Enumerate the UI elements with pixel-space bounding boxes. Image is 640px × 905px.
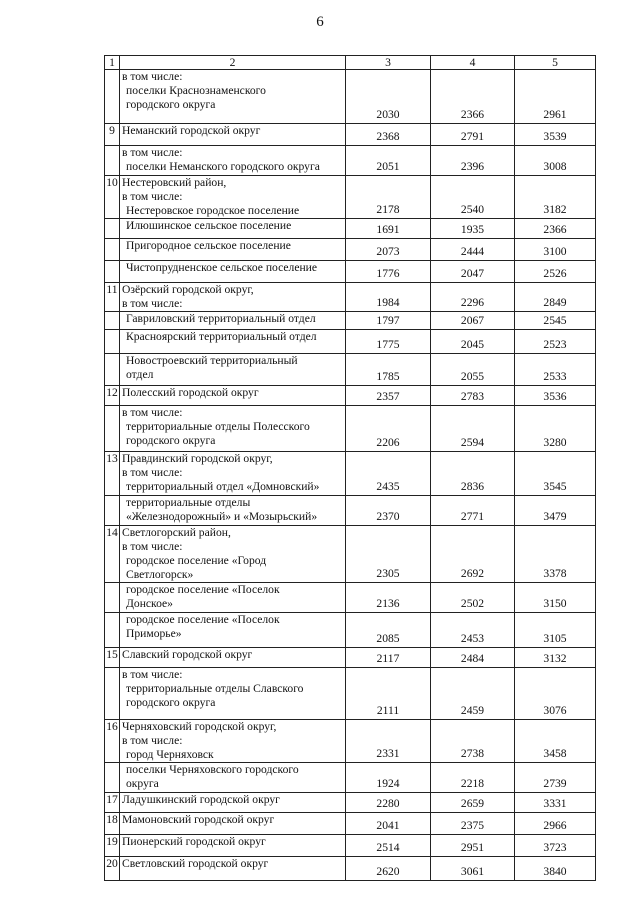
value-col-3: 2136 <box>346 583 431 613</box>
territory-name <box>120 70 346 124</box>
value-col-4: 2296 <box>431 283 515 312</box>
name-line: Илюшинское сельское поселение <box>126 219 292 232</box>
row-index <box>105 219 120 239</box>
value-col-4: 2047 <box>431 261 515 283</box>
row-index <box>105 354 120 386</box>
value-col-5: 2966 <box>515 813 596 835</box>
value-col-3: 1984 <box>346 283 431 312</box>
territory-name <box>120 720 346 763</box>
value-col-3: 2620 <box>346 857 431 881</box>
name-line: Пионерский городской округ <box>122 835 266 848</box>
table-row <box>105 857 596 881</box>
row-index: 12 <box>105 386 120 406</box>
territory-name <box>120 668 346 720</box>
name-line: в том числе: <box>122 734 183 747</box>
table-row <box>105 668 596 720</box>
row-index: 10 <box>105 176 120 219</box>
name-line: Приморье» <box>126 627 182 640</box>
territory-name <box>120 793 346 813</box>
value-col-4: 2045 <box>431 330 515 354</box>
value-col-4: 2453 <box>431 613 515 648</box>
value-col-3: 2206 <box>346 406 431 452</box>
territory-name <box>120 124 346 146</box>
row-index: 15 <box>105 648 120 668</box>
value-col-4: 2836 <box>431 452 515 496</box>
name-line: в том числе: <box>122 190 183 203</box>
name-line: Неманский городской округ <box>122 124 261 137</box>
page-number: 6 <box>316 14 324 30</box>
value-col-3: 2280 <box>346 793 431 813</box>
value-col-5: 3280 <box>515 406 596 452</box>
value-col-4: 2366 <box>431 70 515 124</box>
territory-name <box>120 583 346 613</box>
value-col-3: 2178 <box>346 176 431 219</box>
row-index: 13 <box>105 452 120 496</box>
value-col-3: 2085 <box>346 613 431 648</box>
value-col-3: 2514 <box>346 835 431 857</box>
value-col-5: 3458 <box>515 720 596 763</box>
name-line: Нестеровское городское поселение <box>126 204 300 217</box>
value-col-4: 2218 <box>431 763 515 793</box>
name-line: городское поселение «Поселок <box>126 613 280 626</box>
name-line: в том числе: <box>122 146 183 159</box>
name-line: Полесский городской округ <box>122 386 259 399</box>
value-col-3: 2331 <box>346 720 431 763</box>
row-index: 17 <box>105 793 120 813</box>
territory-name <box>120 835 346 857</box>
territory-name <box>120 496 346 526</box>
value-col-5: 3723 <box>515 835 596 857</box>
name-line: Светловский городской округ <box>122 857 269 870</box>
table-row <box>105 283 596 312</box>
territory-name <box>120 354 346 386</box>
value-col-5: 3479 <box>515 496 596 526</box>
value-col-3: 2357 <box>346 386 431 406</box>
value-col-5: 3182 <box>515 176 596 219</box>
value-col-5: 2961 <box>515 70 596 124</box>
name-line: поселки Неманского городского округа <box>126 160 320 173</box>
value-col-4: 2738 <box>431 720 515 763</box>
value-col-5: 3076 <box>515 668 596 720</box>
table-row <box>105 793 596 813</box>
territory-name <box>120 239 346 261</box>
value-col-3: 2435 <box>346 452 431 496</box>
value-col-5: 3150 <box>515 583 596 613</box>
header-cell: 4 <box>431 56 515 70</box>
name-line: территориальные отделы Полесского <box>126 420 310 433</box>
territory-name <box>120 146 346 176</box>
value-col-3: 2030 <box>346 70 431 124</box>
value-col-4: 2951 <box>431 835 515 857</box>
row-index <box>105 330 120 354</box>
territory-name <box>120 261 346 283</box>
value-col-4: 2692 <box>431 526 515 583</box>
value-col-5: 2523 <box>515 330 596 354</box>
value-col-4: 3061 <box>431 857 515 881</box>
territory-name <box>120 406 346 452</box>
row-index: 19 <box>105 835 120 857</box>
territory-name <box>120 763 346 793</box>
row-index <box>105 312 120 330</box>
table-row <box>105 386 596 406</box>
value-col-3: 2368 <box>346 124 431 146</box>
value-col-4: 2067 <box>431 312 515 330</box>
name-line: территориальные отделы Славского <box>126 682 304 695</box>
territory-name <box>120 176 346 219</box>
value-col-3: 2073 <box>346 239 431 261</box>
row-index <box>105 239 120 261</box>
value-col-5: 2545 <box>515 312 596 330</box>
value-col-5: 2533 <box>515 354 596 386</box>
name-line: Черняховский городской округ, <box>122 720 277 733</box>
name-line: город Черняховск <box>126 748 214 761</box>
value-col-4: 2375 <box>431 813 515 835</box>
value-col-4: 2540 <box>431 176 515 219</box>
table-row <box>105 526 596 583</box>
territory-name <box>120 526 346 583</box>
name-line: Ладушкинский городской округ <box>122 793 280 806</box>
value-col-5: 2849 <box>515 283 596 312</box>
table-row <box>105 330 596 354</box>
value-col-5: 3105 <box>515 613 596 648</box>
population-table <box>104 55 596 881</box>
value-col-4: 2659 <box>431 793 515 813</box>
value-col-3: 1691 <box>346 219 431 239</box>
row-index <box>105 668 120 720</box>
value-col-3: 2305 <box>346 526 431 583</box>
name-line: Светлогорск» <box>126 568 194 581</box>
name-line: поселки Черняховского городского <box>126 763 299 776</box>
value-col-4: 2055 <box>431 354 515 386</box>
header-cell: 1 <box>105 56 120 70</box>
value-col-4: 1935 <box>431 219 515 239</box>
name-line: Озёрский городской округ, <box>122 283 254 296</box>
territory-name <box>120 386 346 406</box>
value-col-5: 3100 <box>515 239 596 261</box>
name-line: в том числе: <box>122 668 183 681</box>
table-row <box>105 835 596 857</box>
row-index <box>105 406 120 452</box>
row-index <box>105 763 120 793</box>
name-line: Мамоновский городской округ <box>122 813 275 826</box>
value-col-4: 2484 <box>431 648 515 668</box>
territory-name <box>120 283 346 312</box>
value-col-4: 2783 <box>431 386 515 406</box>
territory-name <box>120 813 346 835</box>
name-line: Донское» <box>126 597 173 610</box>
row-index: 9 <box>105 124 120 146</box>
row-index: 11 <box>105 283 120 312</box>
value-col-5: 3545 <box>515 452 596 496</box>
name-line: территориальные отделы <box>126 496 251 509</box>
row-index <box>105 261 120 283</box>
name-line: «Железнодорожный» и «Мозырьский» <box>126 510 318 523</box>
value-col-3: 2117 <box>346 648 431 668</box>
name-line: Правдинский городской округ, <box>122 452 273 465</box>
name-line: в том числе: <box>122 406 183 419</box>
value-col-4: 2791 <box>431 124 515 146</box>
value-col-5: 3536 <box>515 386 596 406</box>
value-col-3: 2370 <box>346 496 431 526</box>
name-line: Чистопрудненское сельское поселение <box>126 261 318 274</box>
value-col-3: 1924 <box>346 763 431 793</box>
table-row <box>105 176 596 219</box>
table-row <box>105 720 596 763</box>
name-line: в том числе: <box>122 297 183 310</box>
value-col-3: 1797 <box>346 312 431 330</box>
value-col-4: 2459 <box>431 668 515 720</box>
territory-name <box>120 648 346 668</box>
name-line: поселки Краснознаменского <box>126 84 266 97</box>
name-line: округа <box>126 777 159 790</box>
name-line: в том числе: <box>122 540 183 553</box>
header-cell: 3 <box>346 56 431 70</box>
territory-name <box>120 857 346 881</box>
territory-name <box>120 452 346 496</box>
table-row <box>105 406 596 452</box>
table-row <box>105 261 596 283</box>
value-col-3: 1775 <box>346 330 431 354</box>
header-cell: 5 <box>515 56 596 70</box>
name-line: Краснoярский территориальный отдел <box>126 330 317 343</box>
value-col-4: 2444 <box>431 239 515 261</box>
row-index <box>105 613 120 648</box>
name-line: территориальный отдел «Домновский» <box>126 480 320 493</box>
table-row <box>105 648 596 668</box>
name-line: Пригородное сельское поселение <box>126 239 291 252</box>
row-index: 14 <box>105 526 120 583</box>
table-row <box>105 496 596 526</box>
name-line: городское поселение «Поселок <box>126 583 280 596</box>
value-col-3: 1776 <box>346 261 431 283</box>
table-row <box>105 354 596 386</box>
name-line: Светлогорский район, <box>122 526 231 539</box>
row-index: 16 <box>105 720 120 763</box>
name-line: Славский городской округ <box>122 648 253 661</box>
table-row <box>105 219 596 239</box>
value-col-5: 2526 <box>515 261 596 283</box>
row-index <box>105 146 120 176</box>
row-index: 20 <box>105 857 120 881</box>
name-line: городского округа <box>126 434 216 447</box>
value-col-5: 2366 <box>515 219 596 239</box>
name-line: городского округа <box>126 696 216 709</box>
table-row <box>105 763 596 793</box>
row-index <box>105 583 120 613</box>
value-col-3: 2111 <box>346 668 431 720</box>
name-line: Новостроевский территориальный <box>126 354 298 367</box>
value-col-5: 3840 <box>515 857 596 881</box>
table-row <box>105 239 596 261</box>
table-row <box>105 613 596 648</box>
name-line: в том числе: <box>122 466 183 479</box>
row-index: 18 <box>105 813 120 835</box>
table-row <box>105 312 596 330</box>
name-line: отдел <box>126 368 154 381</box>
name-line: городское поселение «Город <box>126 554 267 567</box>
table-row <box>105 124 596 146</box>
value-col-4: 2771 <box>431 496 515 526</box>
territory-name <box>120 613 346 648</box>
value-col-5: 3539 <box>515 124 596 146</box>
table-row <box>105 452 596 496</box>
name-line: Гавриловский территориальный отдел <box>126 312 316 325</box>
value-col-5: 3008 <box>515 146 596 176</box>
territory-name <box>120 219 346 239</box>
table-row <box>105 813 596 835</box>
value-col-5: 3378 <box>515 526 596 583</box>
territory-name <box>120 312 346 330</box>
value-col-5: 3331 <box>515 793 596 813</box>
value-col-4: 2502 <box>431 583 515 613</box>
value-col-5: 3132 <box>515 648 596 668</box>
header-cell: 2 <box>120 56 346 70</box>
name-line: в том числе: <box>122 70 183 83</box>
value-col-3: 2051 <box>346 146 431 176</box>
value-col-4: 2396 <box>431 146 515 176</box>
header-row <box>105 56 596 70</box>
name-line: Нестеровский район, <box>122 176 227 189</box>
table-row <box>105 70 596 124</box>
table-row <box>105 146 596 176</box>
territory-name <box>120 330 346 354</box>
table-row <box>105 583 596 613</box>
value-col-4: 2594 <box>431 406 515 452</box>
value-col-5: 2739 <box>515 763 596 793</box>
row-index <box>105 70 120 124</box>
row-index <box>105 496 120 526</box>
name-line: городского округа <box>126 98 216 111</box>
value-col-3: 2041 <box>346 813 431 835</box>
value-col-3: 1785 <box>346 354 431 386</box>
